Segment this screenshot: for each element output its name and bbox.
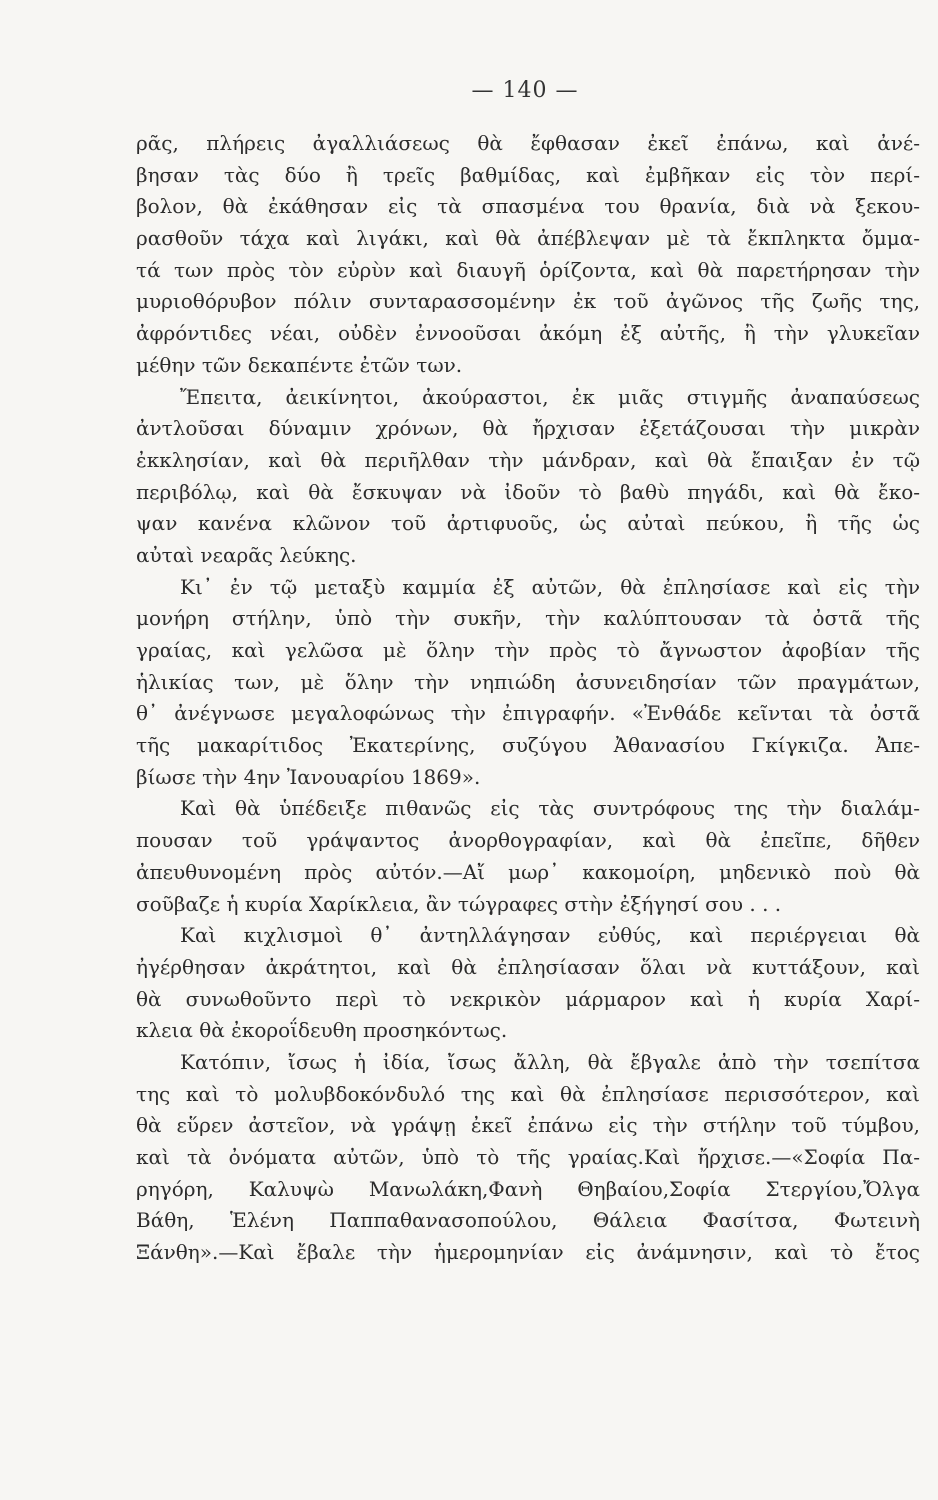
- text-line: βολον, θὰ ἐκάθησαν εἰς τὰ σπασμένα του θρανία, διὰ νὰ ξεκου-: [136, 194, 920, 219]
- text-line: ρασθοῦν τάχα καὶ λιγάκι, καὶ θὰ ἀπέβλεψαν μὲ τὰ ἔκπληκτα ὄμμα-: [136, 226, 920, 251]
- text-line: ρηγόρη, Καλυψὼ Μανωλάκη,Φανὴ Θηβαίου,Σοφία Στεργίου,Ὄλγα: [136, 1176, 920, 1201]
- text-line: ἀφρόντιδες νέαι, οὐδὲν ἐννοοῦσαι ἀκόμη ἐξ αὐτῆς, ἢ τὴν γλυκεῖαν: [136, 321, 920, 346]
- text-line: θὰ εὕρεν ἀστεῖον, νὰ γράψῃ ἐκεῖ ἐπάνω εἰς τὴν στήλην τοῦ τύμβου,: [136, 1113, 920, 1138]
- text-line: μονήρη στήλην, ὑπὸ τὴν συκῆν, τὴν καλύπτουσαν τὰ ὀστᾶ τῆς: [136, 606, 920, 631]
- page-number: — 140 —: [471, 78, 579, 103]
- text-line: Καὶ κιχλισμοὶ θ᾿ ἀντηλλάγησαν εὐθύς, καὶ περιέργειαι θὰ: [180, 923, 920, 948]
- text-line: μυριοθόρυβον πόλιν συνταρασσομένην ἐκ τοῦ ἀγῶνος τῆς ζωῆς της,: [136, 289, 920, 314]
- text-line: καὶ τὰ ὀνόματα αὐτῶν, ὑπὸ τὸ τῆς γραίας.Καὶ ἤρχισε.—«Σοφία Πα-: [136, 1145, 920, 1169]
- text-line: γραίας, καὶ γελῶσα μὲ ὅλην τὴν πρὸς τὸ ἄγνωστον ἀφοβίαν τῆς: [136, 638, 920, 662]
- text-line: Καὶ θὰ ὑπέδειξε πιθανῶς εἰς τὰς συντρόφους της τὴν διαλάμ-: [180, 796, 920, 821]
- text-line: τά των πρὸς τὸν εὐρὺν καὶ διαυγῆ ὁρίζοντα, καὶ θὰ παρετήρησαν τὴν: [136, 257, 920, 282]
- text-line: μέθην τῶν δεκαπέντε ἐτῶν των.: [136, 352, 463, 377]
- text-line: θ᾿ ἀνέγνωσε μεγαλοφώνως τὴν ἐπιγραφήν. «Ἐνθάδε κεῖνται τὰ ὀστᾶ: [136, 701, 920, 726]
- body-text: [136, 128, 920, 1269]
- text-line: Κατόπιν, ἴσως ἡ ἰδία, ἴσως ἄλλη, θὰ ἔβγαλε ἀπὸ τὴν τσεπίτσα: [180, 1049, 920, 1074]
- text-line: ρᾶς, πλήρεις ἀγαλλιάσεως θὰ ἔφθασαν ἐκεῖ ἐπάνω, καὶ ἀνέ-: [136, 131, 920, 155]
- text-line: κλεια θὰ ἐκοροΐδευθη προσηκόντως.: [136, 1018, 508, 1043]
- text-line: βησαν τὰς δύο ἢ τρεῖς βαθμίδας, καὶ ἐμβῆκαν εἰς τὸν περί-: [136, 162, 920, 187]
- text-line: ἐκκλησίαν, καὶ θὰ περιῆλθαν τὴν μάνδραν, καὶ θὰ ἔπαιξαν ἐν τῷ: [136, 447, 920, 472]
- text-line: σοῦβαζε ἡ κυρία Χαρίκλεια, ἂν τώγραφες στὴν ἐξήγησί σου . . .: [136, 891, 782, 916]
- text-line: τῆς μακαρίτιδος Ἐκατερίνης, συζύγου Ἀθανασίου Γκίγκιζα. Ἀπε-: [136, 733, 920, 758]
- text-line: ἀπευθυνομένη πρὸς αὐτόν.—Αἴ μωρ᾿ κακομοίρη, μηδενικὸ ποὺ θὰ: [136, 859, 920, 884]
- text-line: ἠγέρθησαν ἀκράτητοι, καὶ θὰ ἐπλησίασαν ὅλαι νὰ κυττάξουν, καὶ: [136, 954, 920, 979]
- text-line: της καὶ τὸ μολυβδοκόνδυλό της καὶ θὰ ἐπλησίασε περισσότερον, καὶ: [136, 1081, 920, 1106]
- text-line: πουσαν τοῦ γράψαντος ἀνορθογραφίαν, καὶ θὰ ἐπεῖπε, δῆθεν: [136, 828, 920, 853]
- text-line: ἡλικίας των, μὲ ὅλην τὴν νηπιώδη ἀσυνειδησίαν τῶν πραγμάτων,: [136, 669, 920, 694]
- text-line: περιβόλῳ, καὶ θὰ ἔσκυψαν νὰ ἰδοῦν τὸ βαθὺ πηγάδι, καὶ θὰ ἔκο-: [136, 479, 920, 504]
- text-line: θὰ συνωθοῦντο περὶ τὸ νεκρικὸν μάρμαρον καὶ ἡ κυρία Χαρί-: [136, 986, 920, 1011]
- text-line: Ξάνθη».—Καὶ ἔβαλε τὴν ἡμερομηνίαν εἰς ἀνάμνησιν, καὶ τὸ ἔτος: [136, 1240, 920, 1265]
- text-line: Ἔπειτα, ἀεικίνητοι, ἀκούραστοι, ἐκ μιᾶς στιγμῆς ἀναπαύσεως: [180, 384, 920, 409]
- text-line: ἀντλοῦσαι δύναμιν χρόνων, θὰ ἤρχισαν ἐξετάζουσαι τὴν μικρὰν: [136, 416, 920, 441]
- text-line: βίωσε τὴν 4ην Ἰανουαρίου 1869».: [136, 764, 481, 789]
- text-line: ψαν κανένα κλῶνον τοῦ ἀρτιφυοῦς, ὡς αὐταὶ πεύκου, ἢ τῆς ὡς: [136, 511, 920, 536]
- text-line: Βάθη, Ἑλένη Παππαθανασοπούλου, Θάλεια Φασίτσα, Φωτεινὴ: [136, 1208, 920, 1233]
- text-line: αὐταὶ νεαρᾶς λεύκης.: [136, 542, 357, 567]
- text-line: Κι᾿ ἐν τῷ μεταξὺ καμμία ἐξ αὐτῶν, θὰ ἐπλησίασε καὶ εἰς τὴν: [180, 574, 920, 599]
